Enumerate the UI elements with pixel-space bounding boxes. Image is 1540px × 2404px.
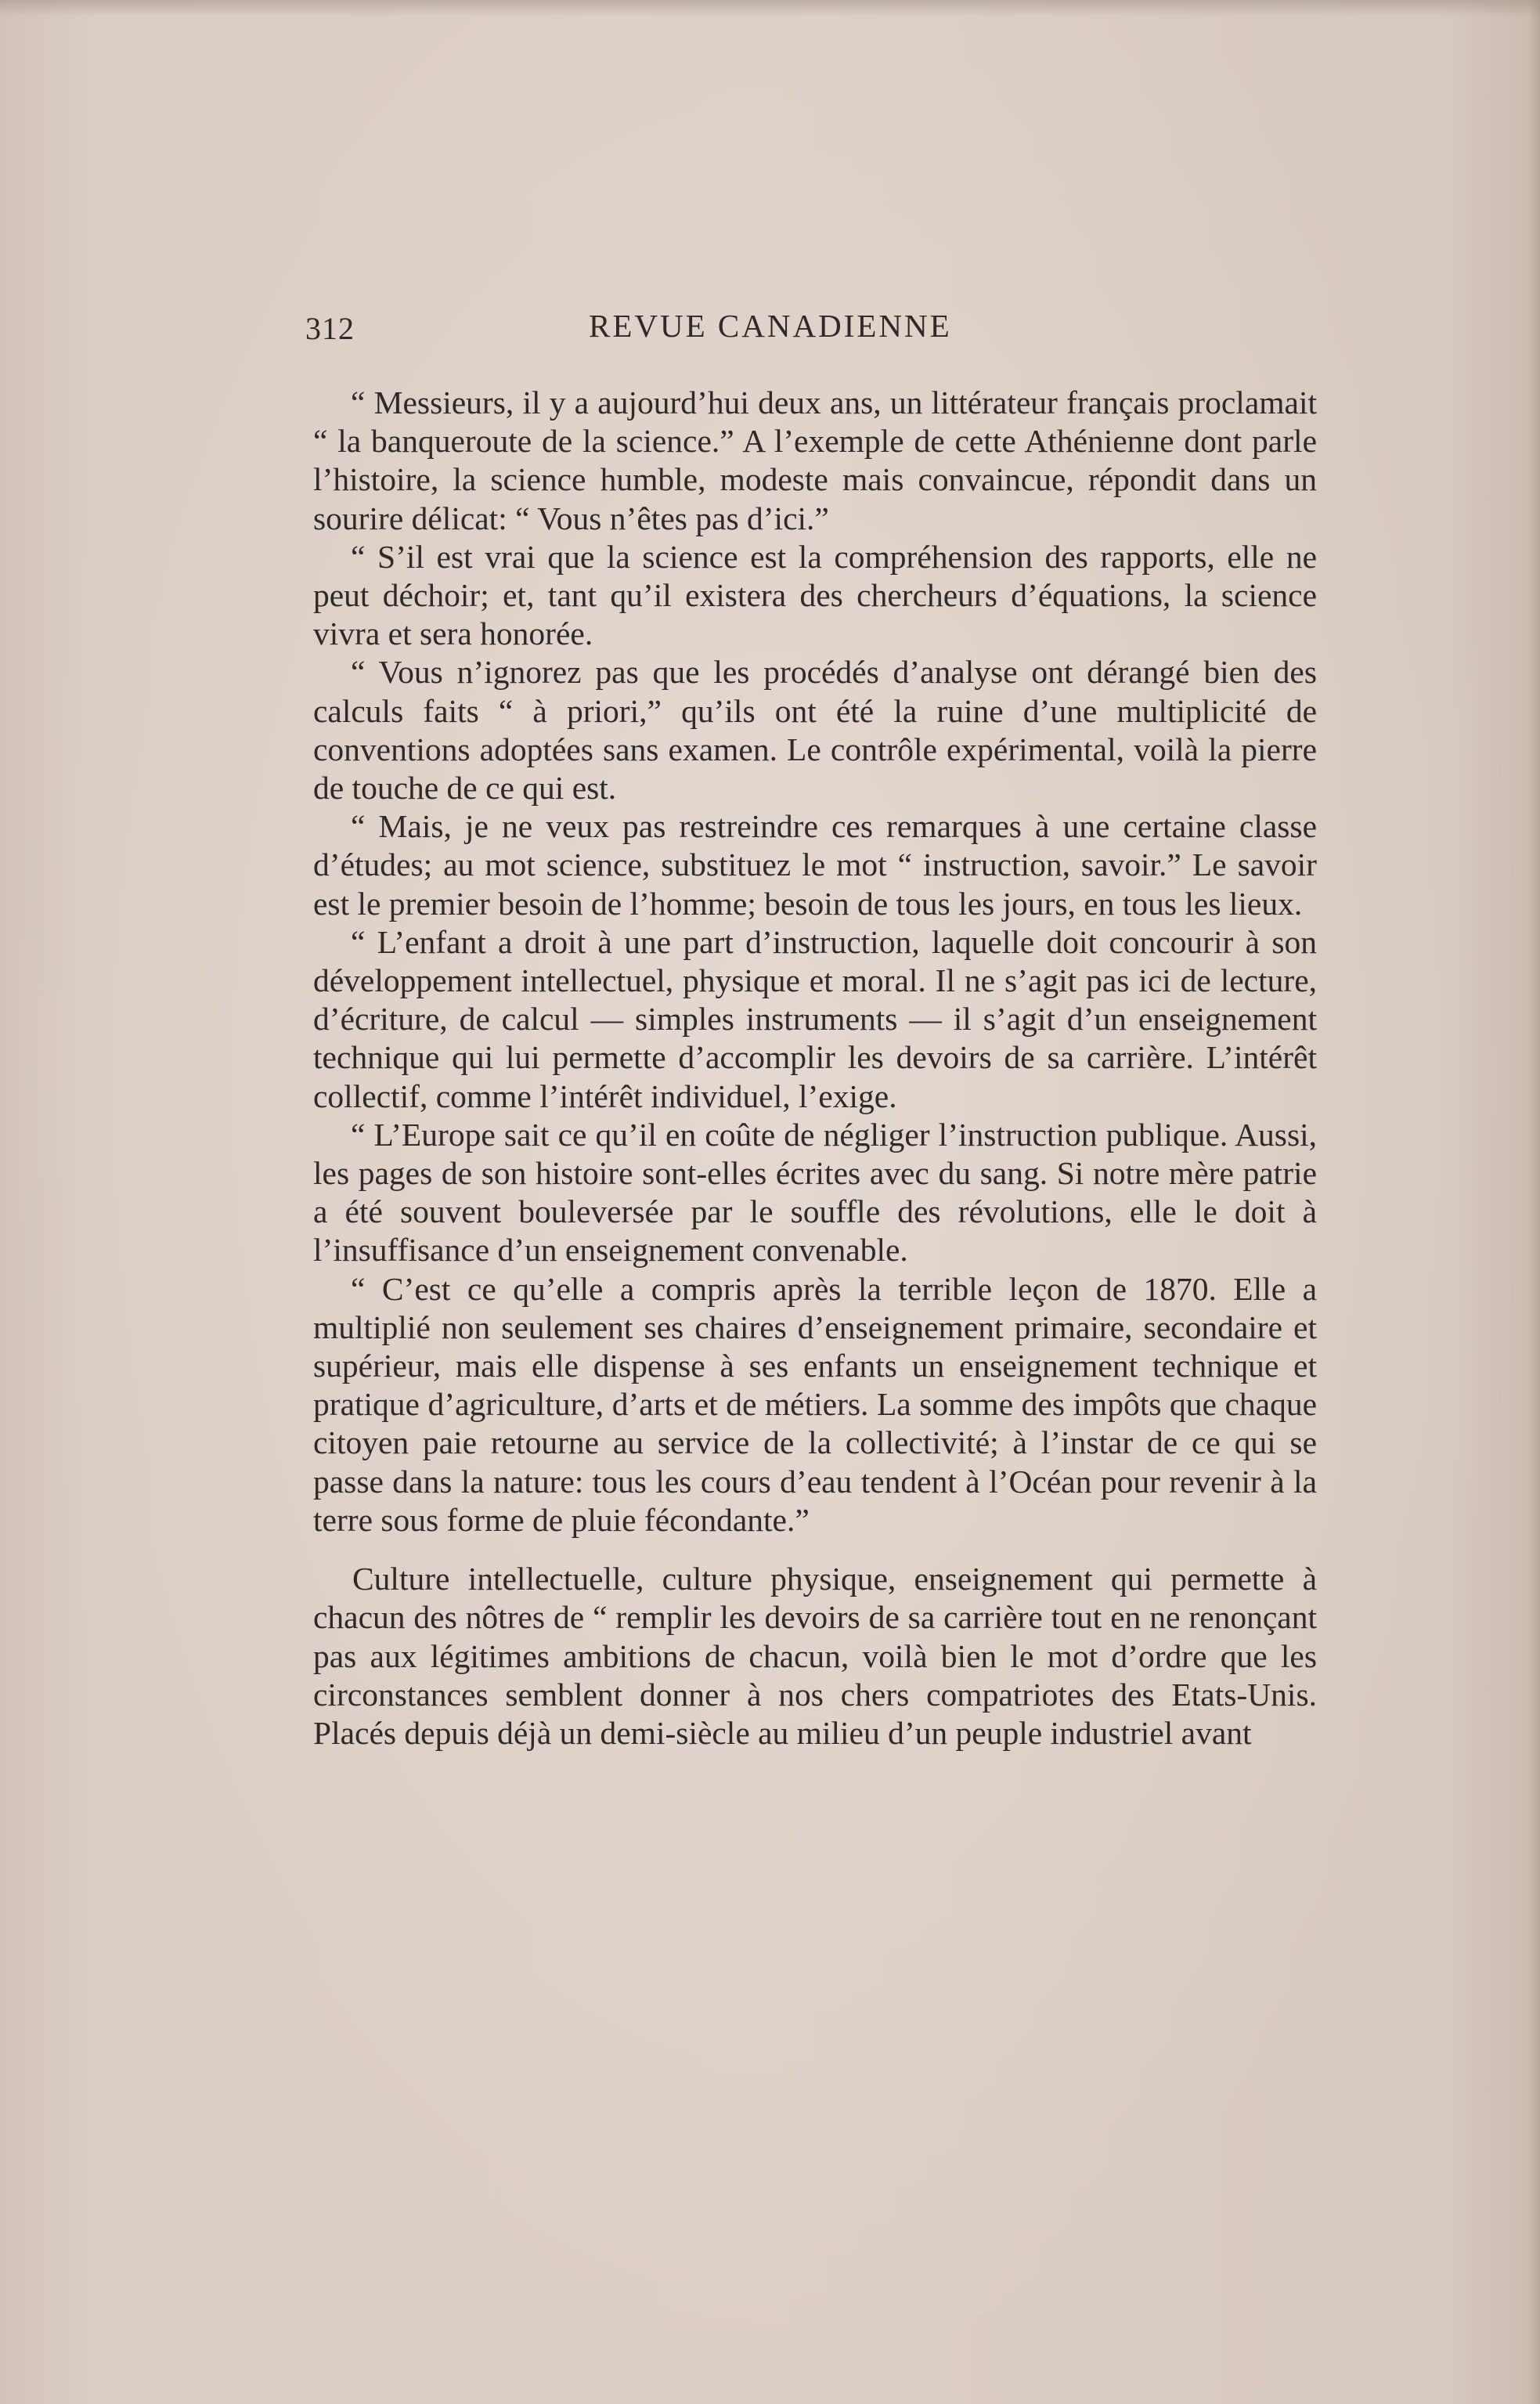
page-number: 312 — [305, 311, 355, 346]
running-title: REVUE CANADIENNE — [589, 308, 952, 344]
page-header — [305, 307, 1323, 354]
paragraph: “ Messieurs, il y a aujourd’hui deux ans, un littérateur français proclamait “ la banqueroute de la science.” A l’exemple de cette Athénienne dont parle l’histoire, la science humble, modeste mais convaincue, répondit dans un sourire délicat: “ Vous n’êtes pas d’ici.” — [313, 384, 1317, 536]
paragraph: “ C’est ce qu’elle a compris après la terrible leçon de 1870. Elle a multiplié non seulement ses chaires d’enseignement primaire, secondaire et supérieur, mais elle dispense à ses enfants un enseignement technique et pratique d’agriculture, d’arts et de métiers. La somme des impôts que chaque citoyen paie retourne au service de la collectivité; à l’instar de ce qui se passe dans la nature: tous les cours d’eau tendent à l’Océan pour revenir à la terre sous forme de pluie fécondante.” — [313, 1270, 1317, 1538]
paragraph: “ S’il est vrai que la science est la compréhension des rapports, elle ne peut déchoir; et, tant qu’il existera des chercheurs d’équations, la science vivra et sera honorée. — [313, 538, 1317, 652]
paragraph: Culture intellectuelle, culture physique, enseignement qui permette à chacun des nôtres de “ remplir les devoirs de sa carrière tout en ne renonçant pas aux légitimes ambitions de chacun, voilà bien le mot d’ordre que les circonstances semblent donner à nos chers compatriotes des Etats-Unis. Placés depuis déjà un demi-siècle au milieu d’un peuple industriel avant — [313, 1561, 1317, 1751]
body-text — [313, 384, 1317, 1752]
page-top-edge — [0, 0, 1540, 17]
paragraph: “ Mais, je ne veux pas restreindre ces remarques à une certaine classe d’études; au mot science, substituez le mot “ instruction, savoir.” Le savoir est le premier besoin de l’homme; besoin de tous les jours, en tous les lieux. — [313, 808, 1317, 922]
paragraph: “ L’Europe sait ce qu’il en coûte de négliger l’instruction publique. Aussi, les pages de son histoire sont-elles écrites avec du sang. Si notre mère patrie a été souvent bouleversée par le souffle des révolutions, elle le doit à l’insuffisance d’un enseignement convenable. — [313, 1116, 1317, 1269]
paragraph: “ L’enfant a droit à une part d’instruction, laquelle doit concourir à son développement intellectuel, physique et moral. Il ne s’agit pas ici de lecture, d’écriture, de calcul — simples instruments — il s’agit d’un enseignement technique qui lui permette d’accomplir les devoirs de sa carrière. L’intérêt collectif, comme l’intérêt individuel, l’exige. — [313, 923, 1317, 1114]
page-right-edge — [1529, 0, 1540, 2404]
paragraph: “ Vous n’ignorez pas que les procédés d’analyse ont dérangé bien des calculs faits “ à priori,” qu’ils ont été la ruine d’une multiplicité de conventions adoptées sans examen. Le contrôle expérimental, voilà la pierre de touche de ce qui est. — [313, 654, 1317, 807]
